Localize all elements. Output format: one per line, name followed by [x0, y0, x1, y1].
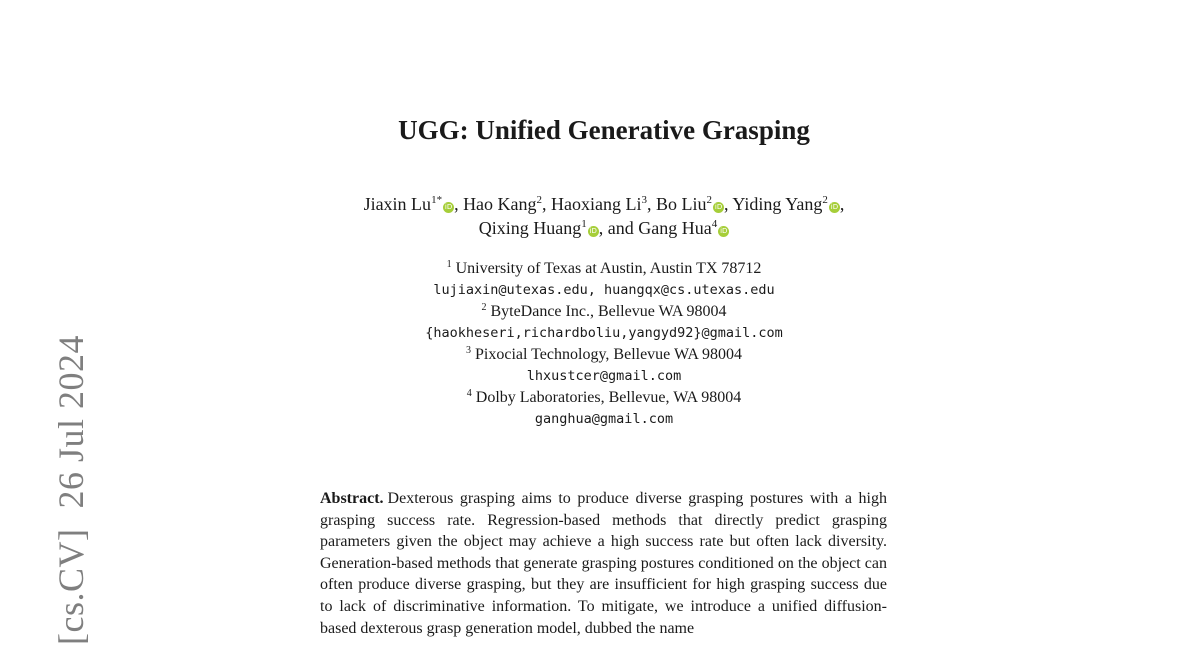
- arxiv-category: [cs.CV]: [51, 528, 91, 645]
- paper-title: UGG: Unified Generative Grasping: [398, 115, 810, 145]
- author-affil-mark: 3: [641, 194, 648, 206]
- affiliation-line: [0, 258, 1200, 280]
- author-affil-mark: 2: [706, 194, 713, 206]
- orcid-icon[interactable]: iD: [444, 203, 453, 211]
- author-name: Jiaxin Lu: [363, 194, 432, 214]
- affiliation-email: lujiaxin@utexas.edu, huangqx@cs.utexas.edu: [433, 281, 775, 298]
- affiliation-name: Dolby Laboratories, Bellevue, WA 98004: [475, 389, 742, 406]
- author-separator: ,: [542, 194, 552, 214]
- affiliation-email: {haokheseri,richardboliu,yangyd92}@gmail.com: [425, 324, 783, 341]
- affiliation-number: 1: [446, 259, 452, 270]
- affiliation-email: ganghua@gmail.com: [534, 410, 674, 427]
- affiliation-line: [0, 344, 1200, 366]
- author-name: Gang Hua: [638, 218, 712, 238]
- author-affil-mark: 1: [581, 218, 587, 230]
- author-affil-mark: 1*: [431, 194, 443, 206]
- arxiv-date: 26 Jul 2024: [51, 335, 91, 509]
- orcid-icon[interactable]: iD: [589, 227, 597, 235]
- author-name: Hao Kang: [463, 194, 537, 214]
- author-separator: , and: [598, 218, 639, 238]
- author-name: Qixing Huang: [478, 218, 582, 238]
- author-separator: ,: [724, 194, 733, 214]
- author-affil-mark: 4: [711, 218, 718, 230]
- author-name: Bo Liu: [656, 194, 707, 214]
- orcid-icon[interactable]: iD: [830, 203, 839, 211]
- affiliation-list: [0, 258, 1200, 430]
- affiliation-line: [0, 301, 1200, 323]
- author-separator: ,: [839, 194, 845, 214]
- orcid-icon[interactable]: iD: [720, 227, 728, 235]
- abstract: [320, 488, 887, 639]
- affiliation-name: University of Texas at Austin, Austin TX 78712: [455, 260, 762, 277]
- author-name: Haoxiang Li: [551, 194, 642, 214]
- abstract-heading: Abstract.: [320, 490, 384, 507]
- author-name: Yiding Yang: [732, 194, 823, 214]
- affiliation-number: 4: [466, 388, 472, 399]
- author-separator: ,: [647, 194, 657, 214]
- abstract-text: Dexterous grasping aims to produce diverse grasping postures with a high grasping success rate. Regression-based methods that directly predict grasping parameters given the object may achieve a high success rate but often lack diversity. Generation-based methods that generate grasping postures conditioned on the object can often produce diverse grasping, but they are insufficient for high grasping success due to lack of discriminative information. To mitigate, we introduce a unified diffusion-based dexterous grasp generation model, dubbed the name: [320, 490, 887, 637]
- affiliation-name: Pixocial Technology, Bellevue WA 98004: [475, 346, 742, 363]
- affiliation-line: [0, 387, 1200, 409]
- author-separator: ,: [454, 194, 464, 214]
- affiliation-email: lhxustcer@gmail.com: [526, 367, 682, 384]
- affiliation-number: 3: [466, 345, 471, 356]
- affiliation-name: ByteDance Inc., Bellevue WA 98004: [490, 303, 727, 320]
- affiliation-number: 2: [481, 302, 487, 313]
- author-affil-mark: 2: [822, 194, 828, 206]
- orcid-icon[interactable]: iD: [714, 203, 723, 211]
- author-list: [0, 192, 1200, 240]
- author-affil-mark: 2: [536, 194, 543, 206]
